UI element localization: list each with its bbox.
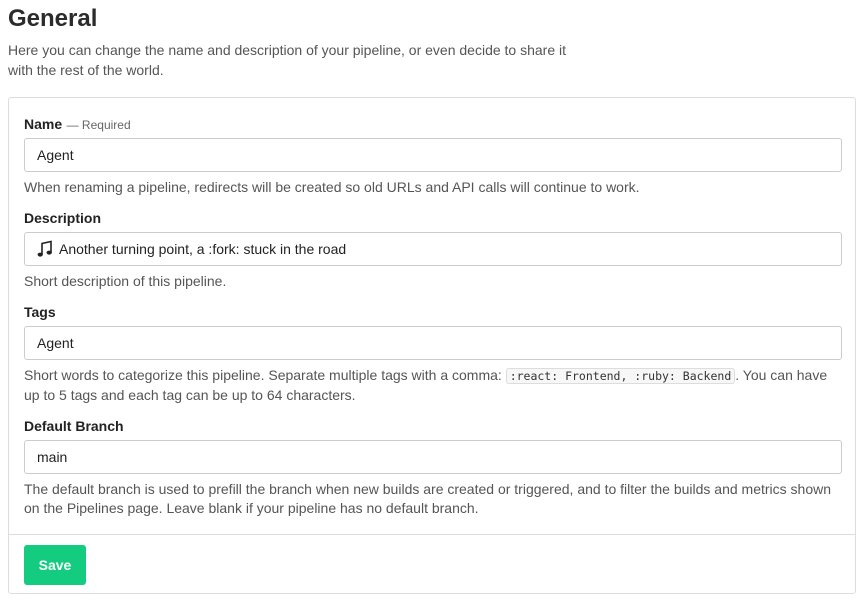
name-label: Name [24,116,63,132]
required-indicator: — Required [66,118,131,132]
page-description: Here you can change the name and description of your pipeline, or even decide to share it with the rest of the world. [8,42,567,78]
music-note-icon [37,240,53,258]
name-input[interactable] [24,138,842,172]
form-divider [9,534,855,535]
tags-input[interactable] [24,326,842,360]
name-hint: When renaming a pipeline, redirects will be created so old URLs and API calls will continue to work. [24,179,640,195]
tags-hint [24,366,842,405]
tags-input-value: Agent [37,335,74,351]
tags-hint-text: Short words to categorize this pipeline. Separate multiple tags with a comma: [24,367,502,383]
default-branch-label: Default Branch [24,418,124,434]
page-title: General [8,5,98,32]
description-input[interactable] [24,232,842,266]
default-branch-hint: The default branch is used to prefill the branch when new builds are created or triggered, and to filter the builds and metrics shown on the Pipelines page. Leave blank if your pipeline has no default branch. [24,481,832,516]
page-header [8,4,568,80]
name-label-row [24,115,131,134]
tags-hint-text-after: . You can have up to 5 tags and each tag can be up to 64 characters. [24,367,828,403]
tags-label: Tags [24,304,56,320]
description-label: Description [24,210,102,226]
default-branch-input-value: main [37,449,68,465]
name-input-value: Agent [37,147,74,163]
description-input-value: Another turning point, a :fork: stuck in the road [59,241,347,257]
description-hint: Short description of this pipeline. [24,273,227,289]
settings-panel [8,97,856,594]
tags-example-code: :react: Frontend, :ruby: Backend [506,368,736,384]
default-branch-input[interactable] [24,440,842,474]
save-button[interactable]: Save [24,545,86,585]
